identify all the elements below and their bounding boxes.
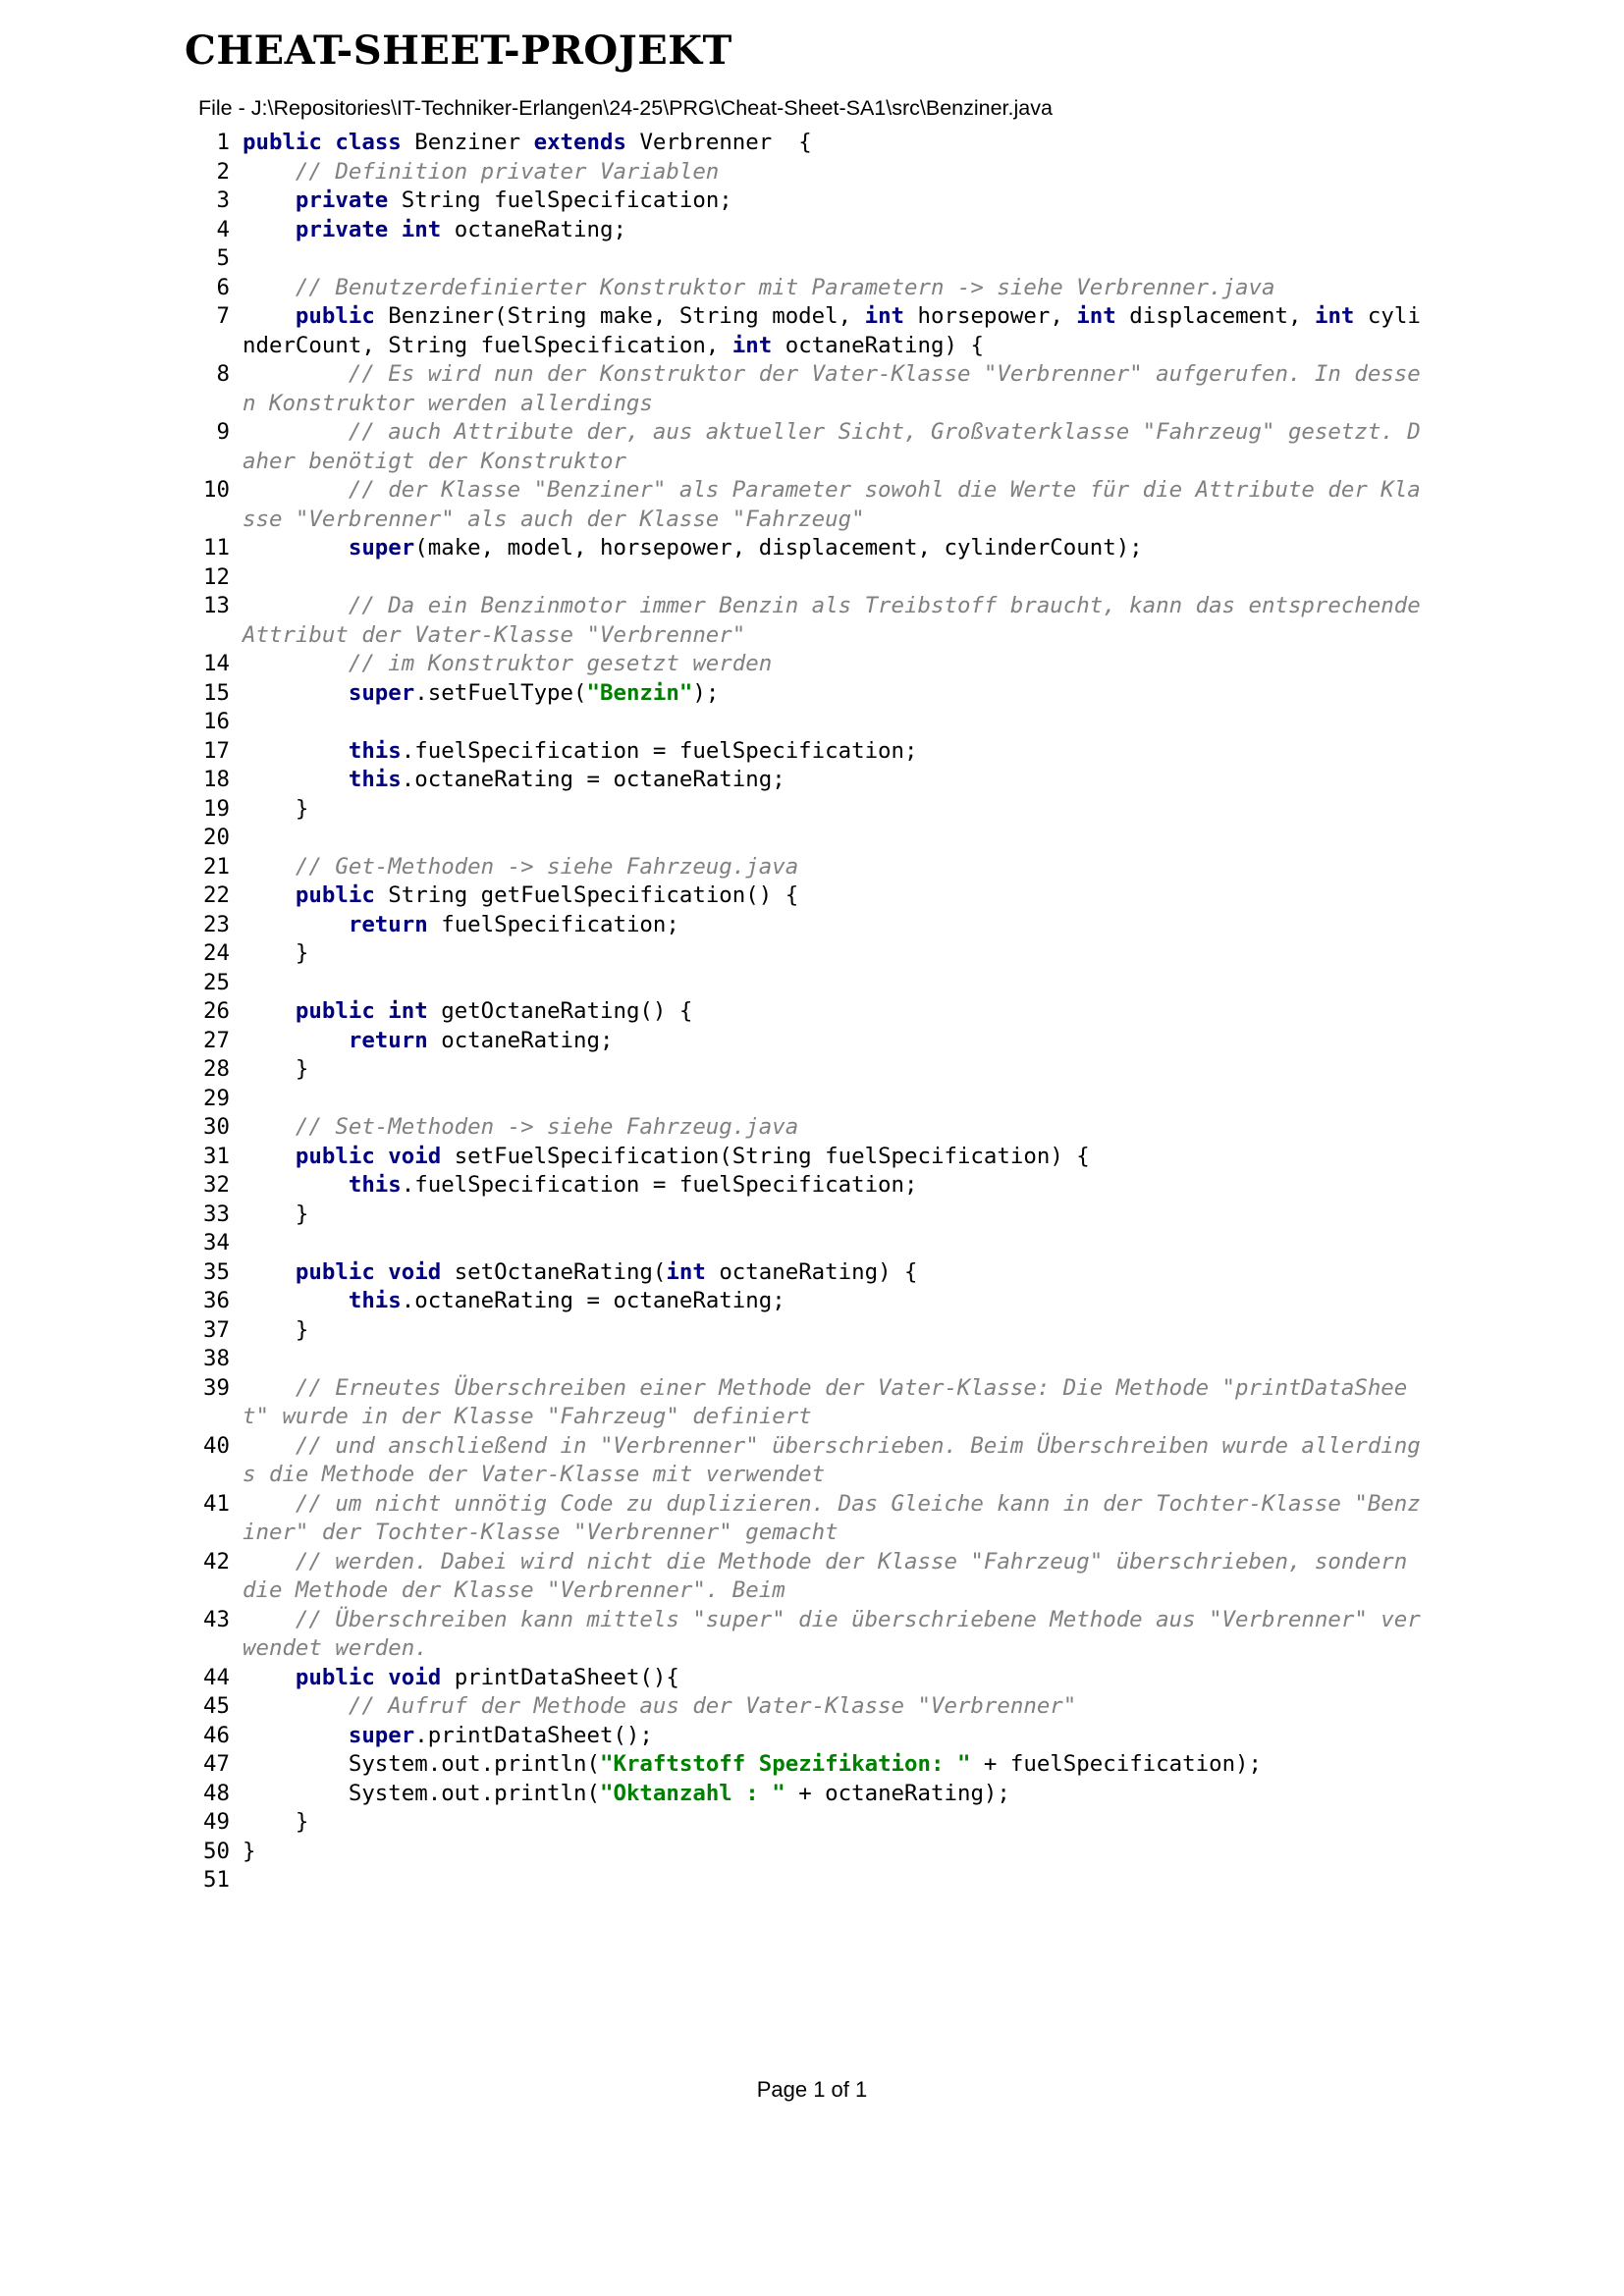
line-number: 41 [203, 1490, 230, 1517]
code-text [243, 1144, 296, 1169]
line-code [243, 969, 1421, 998]
keyword: private [295, 216, 389, 242]
line-code [243, 216, 1421, 245]
comment: // Set-Methoden -> siehe Fahrzeug.java [295, 1114, 799, 1140]
line-code [243, 795, 1421, 825]
code-text [243, 535, 349, 561]
keyword: super [348, 1722, 415, 1748]
line-number: 11 [203, 535, 230, 561]
line-number: 1 [216, 130, 230, 155]
keyword: int [388, 998, 428, 1024]
line-number: 12 [203, 563, 230, 590]
code-line [0, 939, 1624, 969]
code-text [375, 1665, 388, 1690]
code-line [0, 853, 1624, 882]
code-line [0, 1664, 1624, 1693]
line-number: 33 [203, 1201, 230, 1227]
comment: // um nicht unnötig Code zu duplizieren. Das Gleiche kann in der Tochter-Klasse "Benziner" der Tochter-Klasse "Verbrenner" gemacht [243, 1490, 1421, 1545]
line-code [243, 1838, 1421, 1867]
code-text: Verbrenner { [625, 130, 812, 155]
keyword: this [348, 1172, 402, 1198]
code-text [243, 187, 296, 213]
code-line [0, 766, 1624, 795]
code-line [0, 187, 1624, 216]
keyword: return [348, 911, 428, 937]
code-line [0, 418, 1624, 476]
code-text [243, 1114, 296, 1140]
line-number: 50 [203, 1838, 230, 1864]
line-number: 20 [203, 825, 230, 850]
line-number: 38 [203, 1346, 230, 1371]
line-code [243, 1055, 1421, 1085]
code-line [0, 1085, 1624, 1114]
line-number: 8 [216, 361, 230, 387]
code-line [0, 650, 1624, 679]
line-number: 22 [203, 882, 230, 908]
line-code [243, 1258, 1421, 1288]
code-text [243, 593, 349, 618]
comment: // Aufruf der Methode aus der Vater-Klasse "Verbrenner" [348, 1693, 1077, 1719]
code-line [0, 1374, 1624, 1432]
code-line [0, 1432, 1624, 1490]
code-line [0, 302, 1624, 360]
line-code [243, 476, 1421, 534]
code-text: Benziner [401, 130, 534, 155]
code-text [243, 854, 296, 880]
code-text: } [243, 1838, 256, 1864]
line-code [243, 1287, 1421, 1316]
comment: // im Konstruktor gesetzt werden [348, 651, 773, 676]
line-number: 46 [203, 1722, 230, 1748]
comment: // Get-Methoden -> siehe Fahrzeug.java [295, 853, 799, 880]
line-code [243, 1027, 1421, 1056]
code-text [243, 1288, 349, 1313]
code-line [0, 158, 1624, 187]
code-text [243, 159, 296, 185]
line-code [243, 997, 1421, 1027]
code-line [0, 1548, 1624, 1606]
code-text [322, 130, 335, 155]
code-text: } [243, 1201, 309, 1227]
code-text: + octaneRating); [785, 1780, 1010, 1806]
line-number: 34 [203, 1230, 230, 1255]
comment: // Definition privater Variablen [295, 158, 720, 185]
keyword: public [295, 998, 375, 1024]
code-text [243, 1723, 349, 1748]
line-number: 28 [203, 1056, 230, 1082]
line-code [243, 1316, 1421, 1346]
line-number: 39 [203, 1374, 230, 1401]
line-number: 30 [203, 1114, 230, 1140]
code-line [0, 563, 1624, 593]
code-text [243, 767, 349, 792]
line-code [243, 679, 1421, 709]
code-text [375, 1144, 388, 1169]
line-code [243, 129, 1421, 158]
code-text [388, 217, 401, 242]
code-line [0, 824, 1624, 853]
line-number: 26 [203, 998, 230, 1024]
code-text [243, 1172, 349, 1198]
line-number: 36 [203, 1288, 230, 1313]
code-line [0, 1316, 1624, 1346]
code-line [0, 1606, 1624, 1664]
code-line [0, 1055, 1624, 1085]
code-text: cylinderCount, String fuelSpecification, [243, 303, 1421, 358]
line-number: 44 [203, 1664, 230, 1690]
line-number: 6 [216, 274, 230, 300]
code-text: octaneRating) { [705, 1258, 918, 1285]
code-text: .octaneRating = octaneRating; [401, 1288, 785, 1313]
comment: // Erneutes Überschreiben einer Methode der Vater-Klasse: Die Methode "printDataSheet" wurde in der Klasse "Fahrzeug" definiert [243, 1374, 1408, 1429]
line-number: 47 [203, 1751, 230, 1777]
code-text: + fuelSpecification); [970, 1751, 1263, 1777]
code-text [243, 303, 296, 329]
keyword: void [388, 1664, 442, 1690]
code-line [0, 911, 1624, 940]
code-line [0, 1490, 1624, 1548]
code-text: } [243, 1809, 309, 1835]
code-text [243, 419, 349, 445]
code-text: } [243, 940, 309, 966]
code-text: setFuelSpecification(String fuelSpecification) { [441, 1143, 1090, 1169]
comment: // Es wird nun der Konstruktor der Vater-Klasse "Verbrenner" aufgerufen. In dessen Konstruktor werden allerdings [243, 361, 1421, 416]
line-number: 35 [203, 1258, 230, 1285]
code-line [0, 1143, 1624, 1172]
code-line [0, 274, 1624, 303]
comment: // werden. Dabei wird nicht die Methode der Klasse "Fahrzeug" überschrieben, sondern die Methode der Klasse "Verbrenner". Beim [243, 1548, 1421, 1603]
code-line [0, 1722, 1624, 1751]
code-text: System.out.println( [243, 1751, 600, 1777]
line-code [243, 1229, 1421, 1258]
line-number: 3 [216, 187, 230, 213]
line-number: 42 [203, 1548, 230, 1575]
code-text [243, 275, 296, 300]
line-code [243, 737, 1421, 767]
line-code [243, 302, 1421, 360]
line-code [243, 592, 1447, 650]
code-text [243, 361, 349, 387]
keyword: public [295, 1143, 375, 1169]
code-text [243, 1491, 296, 1517]
line-code [243, 1548, 1421, 1606]
code-line [0, 881, 1624, 911]
code-line [0, 997, 1624, 1027]
code-line [0, 708, 1624, 737]
keyword: class [335, 130, 402, 155]
code-line [0, 1258, 1624, 1288]
code-text: Benziner(String make, String model, [374, 303, 865, 329]
line-code [243, 1664, 1421, 1693]
line-code [243, 853, 1421, 882]
keyword: int [401, 216, 442, 242]
line-number: 17 [203, 737, 230, 764]
code-text [243, 1665, 296, 1690]
comment: // Überschreiben kann mittels "super" die überschriebene Methode aus "Verbrenner" verwendet werden. [243, 1606, 1421, 1661]
line-code [243, 1374, 1421, 1432]
code-line [0, 969, 1624, 998]
code-text [243, 477, 349, 503]
line-code [243, 939, 1421, 969]
code-text: .fuelSpecification = fuelSpecification; [401, 737, 918, 764]
line-code [243, 1345, 1421, 1374]
line-number: 7 [216, 303, 230, 329]
code-text: fuelSpecification; [427, 911, 679, 937]
line-code [243, 708, 1421, 737]
code-line [0, 1229, 1624, 1258]
code-text [243, 1549, 296, 1575]
code-text: } [243, 795, 309, 822]
line-code [243, 1085, 1421, 1114]
line-number: 18 [203, 767, 230, 792]
line-code [243, 1750, 1421, 1780]
line-number: 9 [216, 419, 230, 445]
line-number: 40 [203, 1432, 230, 1459]
line-number: 19 [203, 795, 230, 822]
line-code [243, 766, 1421, 795]
comment: // Benutzerdefinierter Konstruktor mit Parametern -> siehe Verbrenner.java [295, 274, 1275, 300]
code-line [0, 1838, 1624, 1867]
line-code [243, 563, 1421, 593]
code-text: displacement, [1115, 303, 1315, 329]
code-line [0, 592, 1624, 650]
code-text: setOctaneRating( [441, 1258, 667, 1285]
code-text: .printDataSheet(); [414, 1722, 653, 1748]
code-line [0, 244, 1624, 274]
keyword: void [388, 1143, 442, 1169]
keyword: int [731, 332, 773, 358]
code-text: .setFuelType( [414, 679, 587, 706]
line-code [243, 1432, 1421, 1490]
code-line [0, 1750, 1624, 1780]
code-line [0, 476, 1624, 534]
code-line [0, 1201, 1624, 1230]
line-number: 16 [203, 709, 230, 734]
comment: // der Klasse "Benziner" als Parameter sowohl die Werte für die Attribute der Klasse "Verbrenner" als auch der Klasse "Fahrzeug" [243, 477, 1421, 532]
line-code [243, 1143, 1421, 1172]
code-text [243, 1028, 349, 1053]
code-text: ); [692, 679, 720, 706]
line-code [243, 911, 1421, 940]
line-number: 5 [216, 245, 230, 271]
line-code [243, 1866, 1421, 1896]
keyword: int [864, 303, 905, 329]
keyword: private [295, 187, 389, 213]
keyword: public [295, 1258, 375, 1285]
code-text: horsepower, [904, 303, 1077, 329]
keyword: int [1314, 303, 1355, 329]
code-text: System.out.println( [243, 1780, 600, 1806]
code-text: octaneRating) { [772, 332, 984, 358]
line-number: 15 [203, 679, 230, 706]
page-footer: Page 1 of 1 [756, 2077, 868, 2102]
line-code [243, 1722, 1421, 1751]
line-number: 25 [203, 969, 230, 995]
code-line [0, 1027, 1624, 1056]
line-code [243, 158, 1421, 187]
line-code [243, 1780, 1421, 1809]
line-number: 49 [203, 1809, 230, 1835]
line-code [243, 650, 1421, 679]
keyword: extends [533, 130, 626, 155]
line-number: 45 [203, 1693, 230, 1719]
code-text [243, 680, 349, 706]
code-text: } [243, 1316, 309, 1343]
code-text: octaneRating; [441, 216, 626, 242]
keyword: this [348, 1288, 402, 1313]
code-text [243, 217, 296, 242]
keyword: this [348, 767, 402, 792]
line-number: 43 [203, 1606, 230, 1632]
line-code [243, 1171, 1421, 1201]
line-code [243, 881, 1421, 911]
code-text: (make, model, horsepower, displacement, cylinderCount); [414, 535, 1143, 561]
code-listing [0, 129, 1624, 1896]
line-number: 24 [203, 940, 230, 966]
line-number: 14 [203, 651, 230, 676]
code-line [0, 216, 1624, 245]
keyword: public [295, 1664, 375, 1690]
line-number: 37 [203, 1316, 230, 1343]
line-number: 27 [203, 1027, 230, 1053]
code-text [243, 651, 349, 676]
code-line [0, 1780, 1624, 1809]
code-text: String getFuelSpecification() { [374, 882, 799, 908]
line-code [243, 1692, 1421, 1722]
code-text [243, 1259, 296, 1285]
keyword: public [243, 130, 322, 155]
code-text [243, 1693, 349, 1719]
code-line [0, 737, 1624, 767]
string-literal: "Benzin" [586, 679, 693, 706]
code-line [0, 1287, 1624, 1316]
line-code [243, 1606, 1421, 1664]
comment: // und anschließend in "Verbrenner" überschrieben. Beim Überschreiben wurde allerdings die Methode der Vater-Klasse mit verwendet [243, 1432, 1421, 1487]
code-text: } [243, 1056, 309, 1082]
keyword: return [348, 1027, 428, 1053]
code-line [0, 1866, 1624, 1896]
line-code [243, 274, 1421, 303]
line-code [243, 1490, 1421, 1548]
line-number: 29 [203, 1085, 230, 1111]
code-line [0, 534, 1624, 563]
string-literal: "Kraftstoff Spezifikation: " [599, 1751, 971, 1777]
line-number: 23 [203, 911, 230, 937]
file-path: File - J:\Repositories\IT-Techniker-Erlangen\24-25\PRG\Cheat-Sheet-SA1\src\Benziner.java [198, 96, 1053, 120]
code-line [0, 1113, 1624, 1143]
line-code [243, 534, 1421, 563]
code-text [243, 912, 349, 937]
code-line [0, 1171, 1624, 1201]
line-number: 10 [203, 477, 230, 503]
code-line [0, 1345, 1624, 1374]
keyword: int [1076, 303, 1116, 329]
code-line [0, 1808, 1624, 1838]
code-text: .octaneRating = octaneRating; [401, 767, 785, 792]
code-text: getOctaneRating() { [427, 998, 693, 1024]
code-line [0, 360, 1624, 418]
code-text [243, 1433, 296, 1459]
code-text [243, 1375, 296, 1401]
line-code [243, 824, 1421, 853]
line-code [243, 187, 1421, 216]
code-line [0, 795, 1624, 825]
line-number: 13 [203, 593, 230, 618]
code-text: octaneRating; [427, 1027, 614, 1053]
code-text [243, 882, 296, 908]
line-number: 51 [203, 1867, 230, 1893]
code-text [243, 738, 349, 764]
code-line [0, 1692, 1624, 1722]
line-code [243, 244, 1421, 274]
keyword: public [295, 882, 375, 908]
line-number: 2 [216, 158, 230, 185]
code-text [243, 1607, 296, 1632]
line-number: 32 [203, 1172, 230, 1198]
keyword: super [348, 535, 415, 561]
code-text: String fuelSpecification; [388, 187, 732, 213]
code-line [0, 129, 1624, 158]
page-title: CHEAT-SHEET-PROJEKT [185, 27, 732, 74]
line-code [243, 360, 1421, 418]
keyword: public [295, 303, 375, 329]
line-code [243, 1201, 1421, 1230]
code-text [375, 998, 388, 1024]
keyword: int [666, 1258, 706, 1285]
code-line [0, 679, 1624, 709]
code-text: .fuelSpecification = fuelSpecification; [401, 1172, 918, 1198]
code-text: printDataSheet(){ [441, 1664, 679, 1690]
keyword: this [348, 737, 402, 764]
code-text [375, 1259, 388, 1285]
line-number: 21 [203, 853, 230, 880]
line-code [243, 418, 1421, 476]
comment: // auch Attribute der, aus aktueller Sicht, Großvaterklasse "Fahrzeug" gesetzt. Daher benötigt der Konstruktor [243, 419, 1421, 474]
comment: // Da ein Benzinmotor immer Benzin als Treibstoff braucht, kann das entsprechende Attribut der Vater-Klasse "Verbrenner" [243, 593, 1447, 648]
line-number: 31 [203, 1143, 230, 1169]
keyword: void [388, 1258, 442, 1285]
line-number: 4 [216, 216, 230, 242]
line-code [243, 1808, 1421, 1838]
line-number: 48 [203, 1780, 230, 1806]
keyword: super [348, 679, 415, 706]
string-literal: "Oktanzahl : " [599, 1780, 785, 1806]
line-code [243, 1113, 1421, 1143]
code-text [243, 998, 296, 1024]
